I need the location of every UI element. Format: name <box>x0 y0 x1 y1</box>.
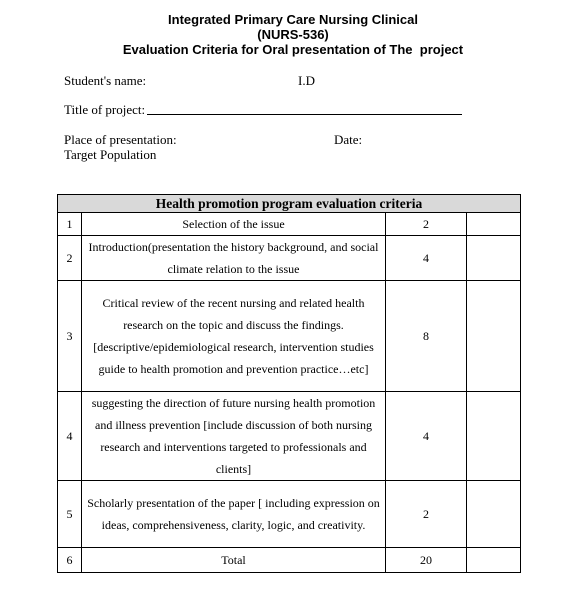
row-number: 3 <box>58 281 82 392</box>
target-population-label: Target Population <box>64 147 157 162</box>
row-number: 2 <box>58 236 82 281</box>
table-row <box>58 281 521 392</box>
criterion-text: suggesting the direction of future nursing health promotion and illness prevention [include discussion of both nursing research and interventions targeted to professionals and clients] <box>82 392 386 481</box>
table-row <box>58 392 521 481</box>
grade-cell <box>467 281 521 392</box>
row-number: 6 <box>58 548 82 573</box>
grade-cell <box>467 481 521 548</box>
row-number: 4 <box>58 392 82 481</box>
evaluation-title: Evaluation Criteria for Oral presentation of The project <box>122 42 464 57</box>
project-title-line <box>147 114 462 115</box>
criterion-score: 4 <box>386 236 467 281</box>
criterion-text: Introduction(presentation the history background, and social climate relation to the issue <box>82 236 386 281</box>
grade-cell <box>467 392 521 481</box>
row-number: 1 <box>58 213 82 236</box>
document-header <box>0 12 586 57</box>
grade-cell <box>467 236 521 281</box>
course-title: Integrated Primary Care Nursing Clinical <box>168 12 418 27</box>
project-title-label: Title of project: <box>64 102 146 117</box>
evaluation-criteria-table <box>57 194 521 573</box>
table-row-total <box>58 548 521 573</box>
table-row <box>58 236 521 281</box>
table-title: Health promotion program evaluation criteria <box>58 195 521 213</box>
place-label: Place of presentation: <box>64 132 177 147</box>
criterion-text: Critical review of the recent nursing and related health research on the topic and discuss the findings. [descriptive/epidemiological research, intervention studies guide to health promotion and prevention practice…etc] <box>82 281 386 392</box>
criterion-score: 4 <box>386 392 467 481</box>
table-row <box>58 481 521 548</box>
criterion-score: 8 <box>386 281 467 392</box>
row-number: 5 <box>58 481 82 548</box>
grade-cell <box>467 213 521 236</box>
date-label: Date: <box>334 132 363 147</box>
criterion-score: 2 <box>386 213 467 236</box>
grade-cell <box>467 548 521 573</box>
total-score: 20 <box>386 548 467 573</box>
criterion-score: 2 <box>386 481 467 548</box>
table-row <box>58 213 521 236</box>
criterion-text: Scholarly presentation of the paper [ including expression on ideas, comprehensiveness, clarity, logic, and creativity. <box>82 481 386 548</box>
course-code: (NURS-536) <box>257 27 329 42</box>
total-label: Total <box>82 548 386 573</box>
id-label: I.D <box>298 73 315 88</box>
criterion-text: Selection of the issue <box>82 213 386 236</box>
student-name-label: Student's name: <box>64 73 147 88</box>
